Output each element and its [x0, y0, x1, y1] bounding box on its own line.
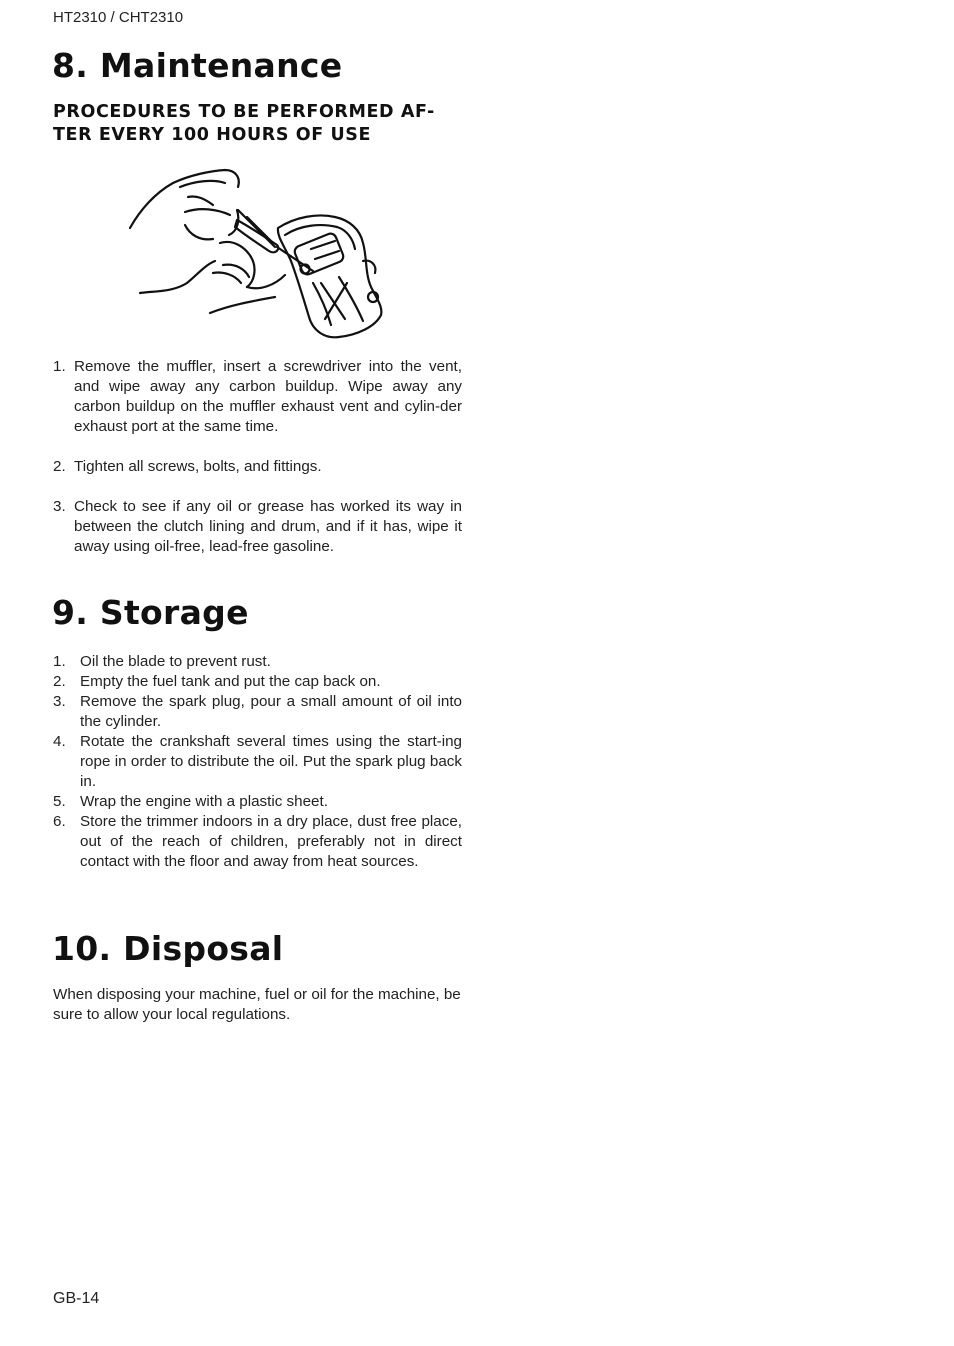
list-item — [53, 812, 462, 872]
list-item-number: 3. — [53, 693, 66, 710]
list-item-text: Wrap the engine with a plastic sheet. — [80, 793, 328, 810]
list-item — [53, 457, 462, 477]
list-item-number: 3. — [53, 498, 66, 515]
disposal-heading: 10. Disposal — [52, 929, 284, 968]
list-item — [53, 692, 462, 732]
list-item-text: Store the trimmer indoors in a dry place, dust free place, out of the reach of children, preferably not in direct contact with the floor and away from heat sources. — [80, 813, 462, 870]
maintenance-subheading — [53, 101, 468, 147]
list-item — [53, 357, 462, 437]
document-model-code: HT2310 / CHT2310 — [53, 9, 184, 26]
maintenance-procedure-list — [53, 357, 462, 577]
list-item-number: 4. — [53, 733, 66, 750]
list-item-text: Check to see if any oil or grease has worked its way in between the clutch lining and drum, and if it has, wipe it away using oil-free, lead-free gasoline. — [74, 498, 462, 555]
list-item-number: 6. — [53, 813, 66, 830]
disposal-paragraph: When disposing your machine, fuel or oil for the machine, be sure to allow your local regulations. — [53, 986, 461, 1023]
hand-screwdriver-muffler-illustration — [125, 165, 390, 345]
list-item — [53, 497, 462, 557]
list-item-number: 2. — [53, 458, 66, 475]
list-item-text: Remove the spark plug, pour a small amount of oil into the cylinder. — [80, 693, 462, 730]
storage-steps-list — [53, 652, 462, 872]
list-item-number: 1. — [53, 358, 66, 375]
list-item-number: 1. — [53, 653, 66, 670]
list-item-text: Rotate the crankshaft several times using the start-ing rope in order to distribute the oil. Put the spark plug back in. — [80, 733, 462, 790]
list-item-text: Empty the fuel tank and put the cap back on. — [80, 673, 381, 690]
list-item — [53, 792, 462, 812]
list-item — [53, 732, 462, 792]
list-item-text: Oil the blade to prevent rust. — [80, 653, 271, 670]
list-item-number: 2. — [53, 673, 66, 690]
storage-heading: 9. Storage — [52, 593, 249, 632]
list-item — [53, 672, 462, 692]
list-item-text: Remove the muffler, insert a screwdriver into the vent, and wipe away any carbon buildup. Wipe away any carbon buildup on the muffler exhaust vent and cylin-der exhaust port at the same time. — [74, 358, 462, 435]
page-number: GB-14 — [53, 1290, 100, 1307]
maintenance-subheading-line-1: PROCEDURES TO BE PERFORMED AF- — [53, 102, 435, 122]
disposal-section — [53, 985, 462, 1025]
maintenance-heading: 8. Maintenance — [52, 46, 343, 85]
list-item — [53, 652, 462, 672]
list-item-number: 5. — [53, 793, 66, 810]
maintenance-subheading-line-2: TER EVERY 100 HOURS OF USE — [53, 125, 372, 145]
list-item-text: Tighten all screws, bolts, and fittings. — [74, 458, 322, 475]
